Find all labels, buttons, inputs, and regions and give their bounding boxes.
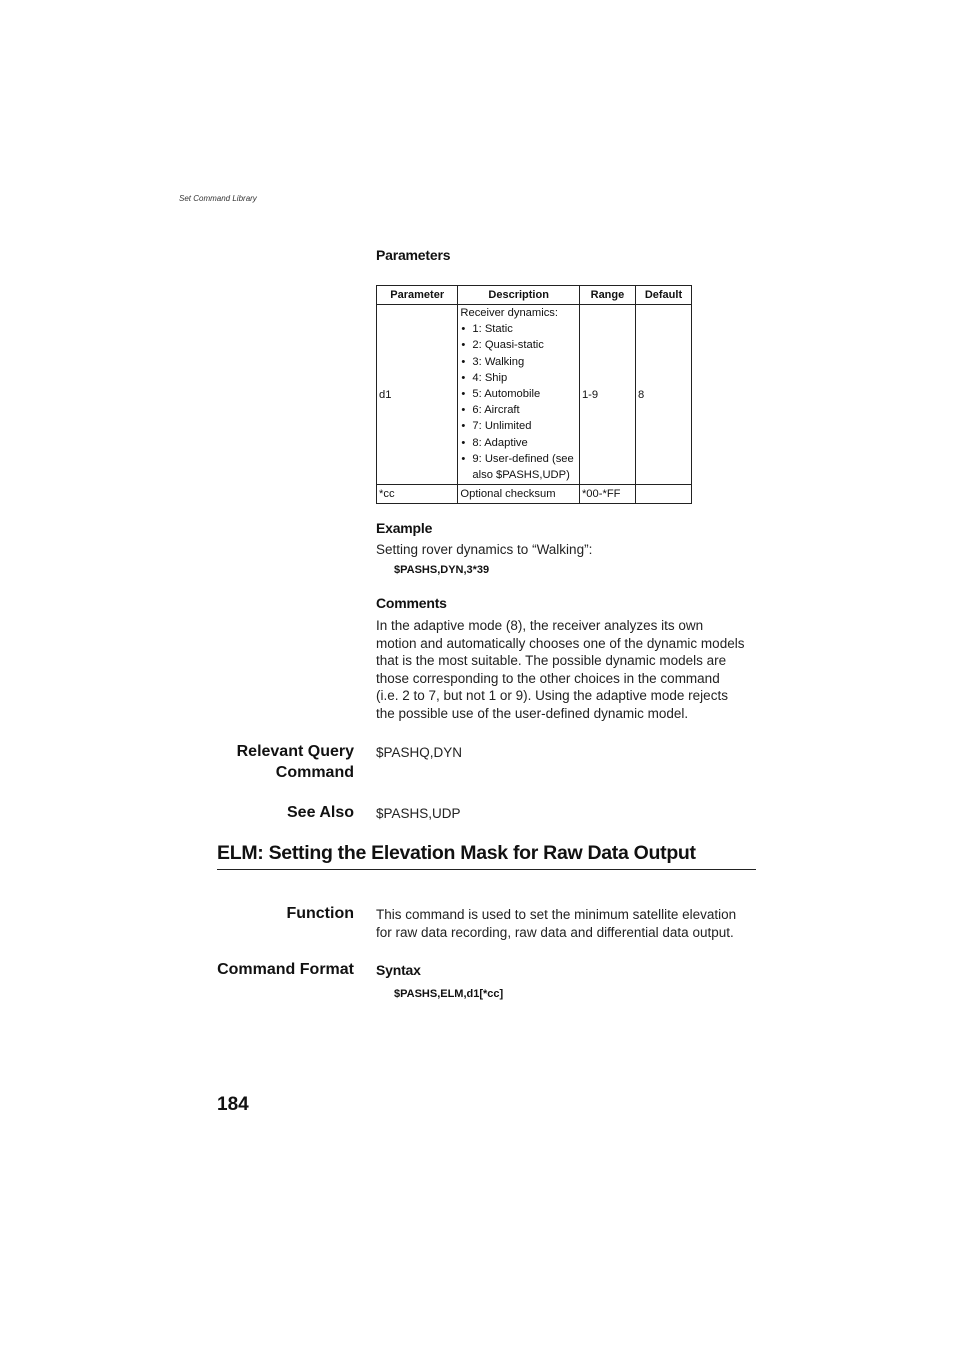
function-paragraph [376, 906, 766, 941]
cell-range: *00-*FF [579, 485, 635, 504]
parameters-table [376, 285, 692, 504]
cell-default [635, 485, 691, 504]
dynamics-list [460, 321, 577, 483]
comments-line: In the adaptive mode (8), the receiver analyzes its own [376, 618, 704, 633]
list-item: • 3: Walking [460, 354, 577, 370]
description-intro: Receiver dynamics: [460, 307, 559, 319]
table-row [377, 305, 692, 485]
cell-parameter: *cc [377, 485, 458, 504]
cell-description [458, 305, 580, 485]
running-header: Set Command Library [179, 194, 257, 203]
comments-paragraph [376, 617, 766, 723]
relevant-query-label-line1: Relevant Query [236, 743, 354, 760]
example-heading: Example [376, 520, 433, 536]
relevant-query-label-line2: Command [275, 764, 354, 781]
comments-line: that is the most suitable. The possible dynamic models are [376, 653, 727, 669]
column-header-default: Default [635, 286, 691, 305]
cell-range: 1-9 [579, 305, 635, 485]
table-row [377, 485, 692, 504]
list-item: • 2: Quasi-static [460, 337, 577, 353]
list-item: • 7: Unlimited [460, 418, 577, 434]
cell-default: 8 [635, 305, 691, 485]
comments-heading: Comments [376, 595, 447, 611]
relevant-query-label [154, 741, 354, 783]
column-header-parameter: Parameter [377, 286, 458, 305]
comments-line: motion and automatically chooses one of the dynamic models [376, 635, 745, 651]
list-item: • 4: Ship [460, 370, 577, 386]
column-header-description: Description [458, 286, 580, 305]
cell-description: Optional checksum [458, 485, 580, 504]
example-text: Setting rover dynamics to “Walking”: [376, 542, 593, 557]
page-number: 184 [217, 1094, 249, 1115]
list-item: • 9: User-defined (see also $PASHS,UDP) [460, 451, 577, 483]
cell-parameter: d1 [377, 305, 458, 485]
syntax-code: $PASHS,ELM,d1[*cc] [394, 988, 504, 1000]
example-code: $PASHS,DYN,3*39 [394, 564, 490, 576]
see-also-label: See Also [287, 804, 354, 821]
table-header-row [377, 286, 692, 305]
relevant-query-value: $PASHQ,DYN [376, 745, 463, 760]
syntax-heading: Syntax [376, 962, 421, 978]
section-title: ELM: Setting the Elevation Mask for Raw Data Output [217, 842, 756, 870]
see-also-value: $PASHS,UDP [376, 806, 461, 821]
function-line: This command is used to set the minimum satellite elevation [376, 907, 737, 922]
function-line: for raw data recording, raw data and differential data output. [376, 924, 734, 940]
function-label: Function [286, 905, 354, 922]
list-item: • 8: Adaptive [460, 435, 577, 451]
list-item: • 1: Static [460, 321, 577, 337]
comments-line: those corresponding to the other choices in the command [376, 670, 720, 686]
parameters-heading: Parameters [376, 247, 451, 263]
comments-line: (i.e. 2 to 7, but not 1 or 9). Using the adaptive mode rejects [376, 688, 728, 704]
list-item: • 5: Automobile [460, 386, 577, 402]
column-header-range: Range [579, 286, 635, 305]
command-format-label: Command Format [217, 961, 354, 978]
comments-line: the possible use of the user-defined dynamic model. [376, 705, 689, 721]
list-item: • 6: Aircraft [460, 402, 577, 418]
